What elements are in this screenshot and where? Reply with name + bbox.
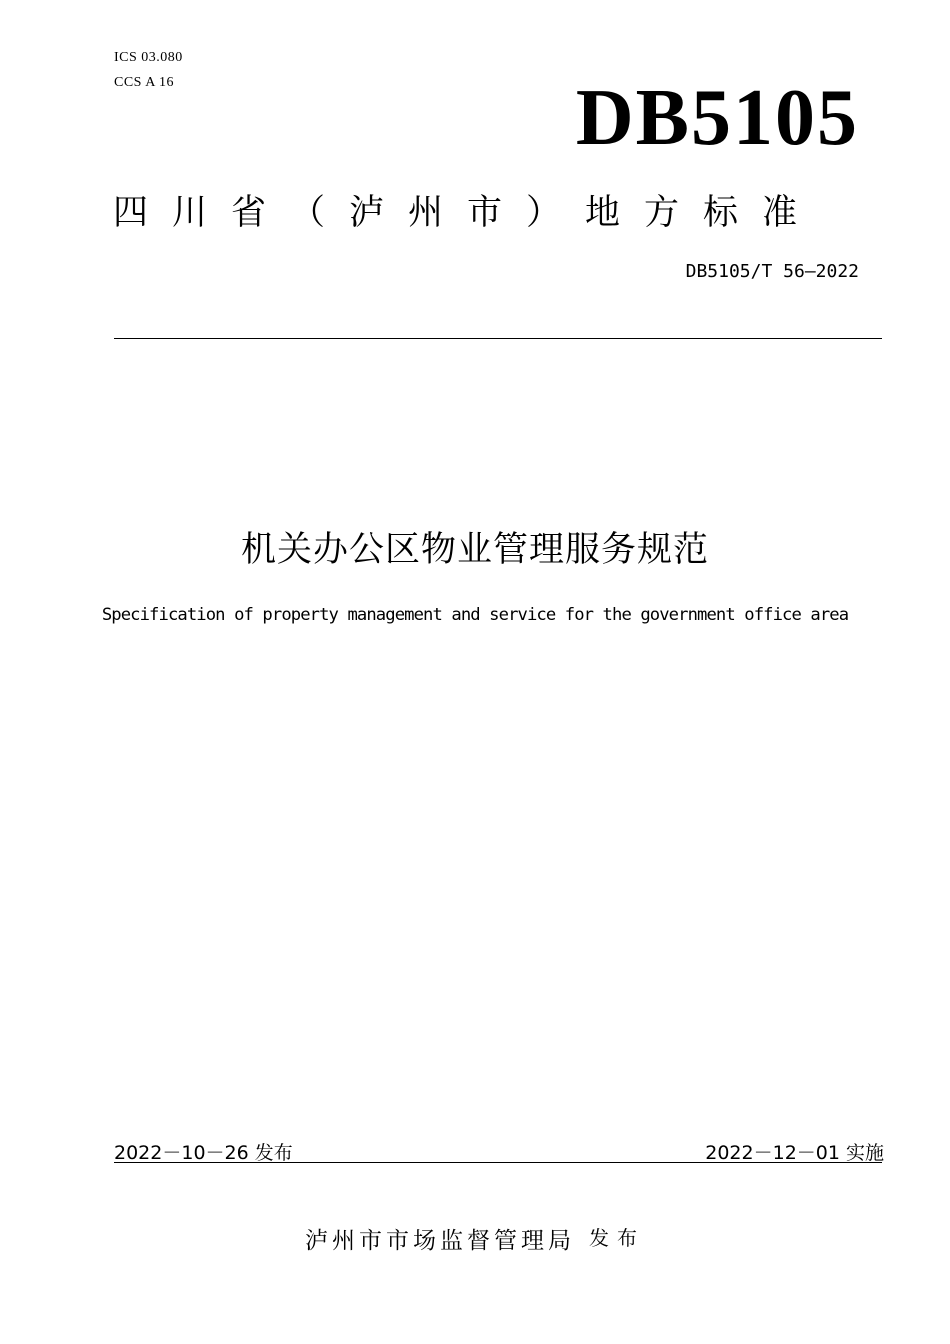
title-english: Specification of property management and service for the government office area [101, 605, 849, 625]
implement-date: 2022－12－01 实施 [705, 1142, 884, 1164]
standard-type: 四川省（泸州市）地方标准 [113, 193, 822, 233]
footer-divider [114, 1162, 882, 1163]
ccs-code: CCS A 16 [114, 75, 175, 90]
standard-number: DB5105/T 56—2022 [685, 261, 859, 282]
title-chinese: 机关办公区物业管理服务规范 [240, 530, 709, 570]
header-divider [114, 338, 882, 339]
ics-code: ICS 03.080 [114, 50, 183, 65]
publisher-line [0, 1222, 950, 1255]
publish-date: 2022－10－26 发布 [114, 1142, 293, 1164]
publisher-action: 发布 [589, 1226, 645, 1250]
publisher-name: 泸州市市场监督管理局 [305, 1228, 575, 1254]
standard-code-logo: DB5105 [575, 74, 859, 162]
